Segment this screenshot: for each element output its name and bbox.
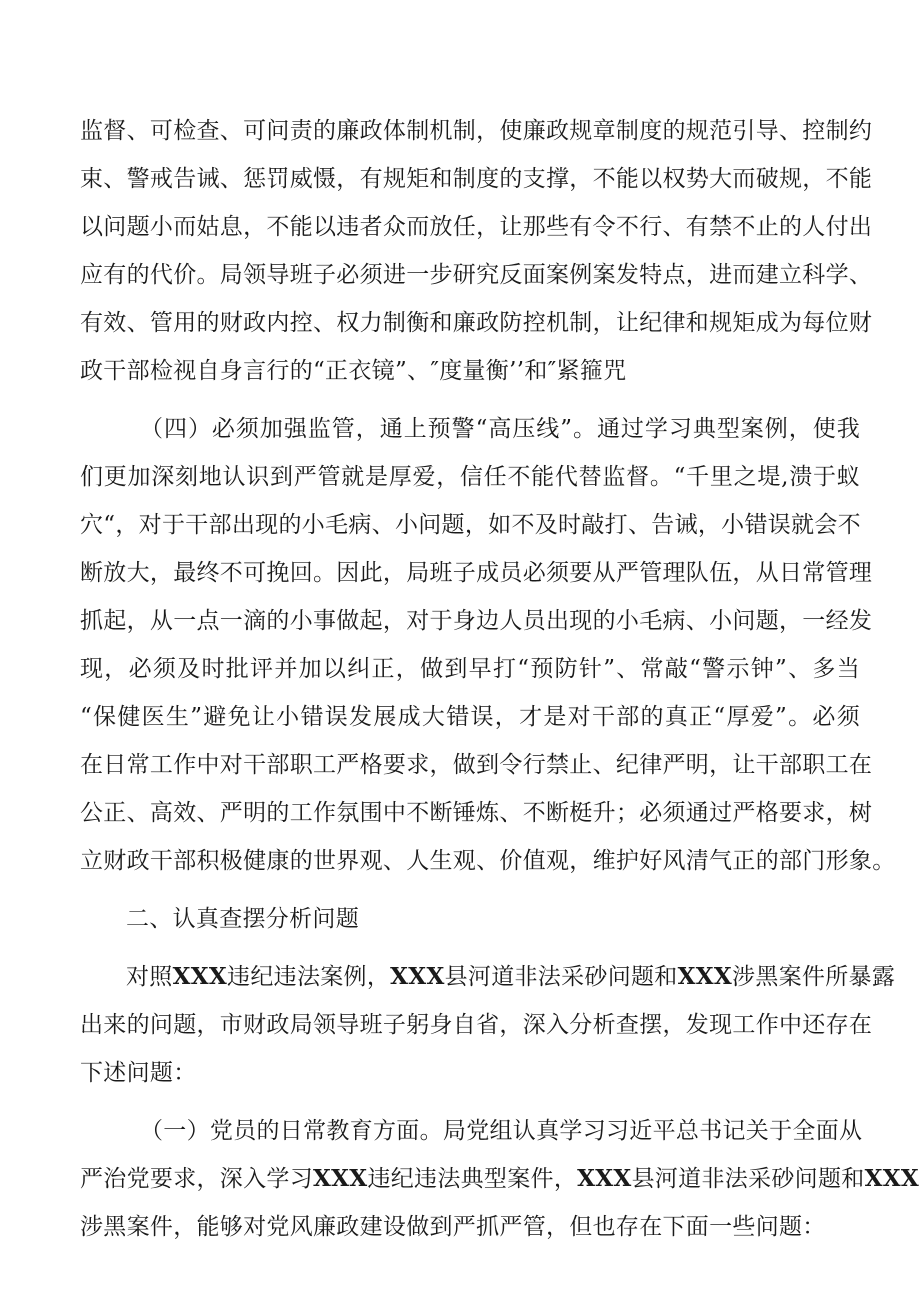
- paragraph-1-line-6: 政干部检视自身言行的“正衣镜”、″度量衡’’和″紧箍咒: [80, 358, 627, 384]
- paragraph-2-line-5: 抓起，从一点一滴的小事做起，对于身边人员出现的小毛病、小问题，一经发: [80, 608, 873, 634]
- paragraph-4-line-2: 严治党要求，深入学习XXX违纪违法典型案件，XXX县河道非法采砂问题和XXX: [80, 1165, 920, 1192]
- paragraph-3-line-2: 出来的问题，市财政局领导班子躬身自省，深入分析查摆，发现工作中还存在: [80, 1012, 873, 1038]
- paragraph-1-line-2: 束、警戒告诫、惩罚威慑，有规矩和制度的支撑，不能以权势大而破规，不能: [80, 166, 873, 192]
- paragraph-3-line-1: 对照XXX违纪违法案例，XXX县河道非法采砂问题和XXX涉黑案件所暴露: [126, 963, 896, 990]
- paragraph-2-line-8: 在日常工作中对干部职工严格要求，做到令行禁止、纪律严明，让干部职工在: [80, 752, 873, 778]
- paragraph-1-line-4: 应有的代价。局领导班子必须进一步研究反面案例案发特点，进而建立科学、: [80, 262, 873, 288]
- paragraph-2-line-6: 现，必须及时批评并加以纠正，做到早打“预防针”、常敲“警示钟”、多当: [80, 656, 860, 682]
- paragraph-2-line-3: 穴“，对于干部出现的小毛病、小问题，如不及时敲打、告诫，小错误就会不: [80, 512, 861, 538]
- section-heading: 二、认真查摆分析问题: [126, 906, 359, 932]
- paragraph-2-line-2: 们更加深刻地认识到严管就是厚爱，信任不能代替监督。“千里之堤,溃于蚁: [80, 464, 860, 490]
- paragraph-2-line-7: “保健医生”避免让小错误发展成大错误，才是对干部的真正“厚爱”。必须: [80, 704, 860, 730]
- paragraph-2-line-1: （四）必须加强监管，通上预警“高压线”。通过学习典型案例，使我: [140, 416, 860, 442]
- paragraph-4-line-1: （一）党员的日常教育方面。局党组认真学习习近平总书记关于全面从: [140, 1118, 863, 1144]
- paragraph-4-line-3: 涉黑案件，能够对党风廉政建设做到严抓严管，但也存在下面一些问题：: [80, 1214, 826, 1240]
- paragraph-1-line-3: 以问题小而姑息，不能以违者众而放任，让那些有令不行、有禁不止的人付出: [80, 214, 873, 240]
- paragraph-3-line-3: 下述问题：: [80, 1060, 197, 1086]
- paragraph-2-line-9: 公正、高效、严明的工作氛围中不断锤炼、不断梃升；必须通过严格要求，树: [80, 800, 873, 826]
- paragraph-1-line-1: 监督、可检查、可问责的廉政体制机制，使廉政规章制度的规范引导、控制约: [80, 118, 873, 144]
- paragraph-2-line-10: 立财政干部积极健康的世界观、人生观、价值观，维护好风清气正的部门形象。: [80, 848, 896, 874]
- paragraph-2-line-4: 断放大，最终不可挽回。因此，局班子成员必须要从严管理队伍，从日常管理: [80, 560, 873, 586]
- paragraph-1-line-5: 有效、管用的财政内控、权力制衡和廉政防控机制，让纪律和规矩成为每位财: [80, 310, 873, 336]
